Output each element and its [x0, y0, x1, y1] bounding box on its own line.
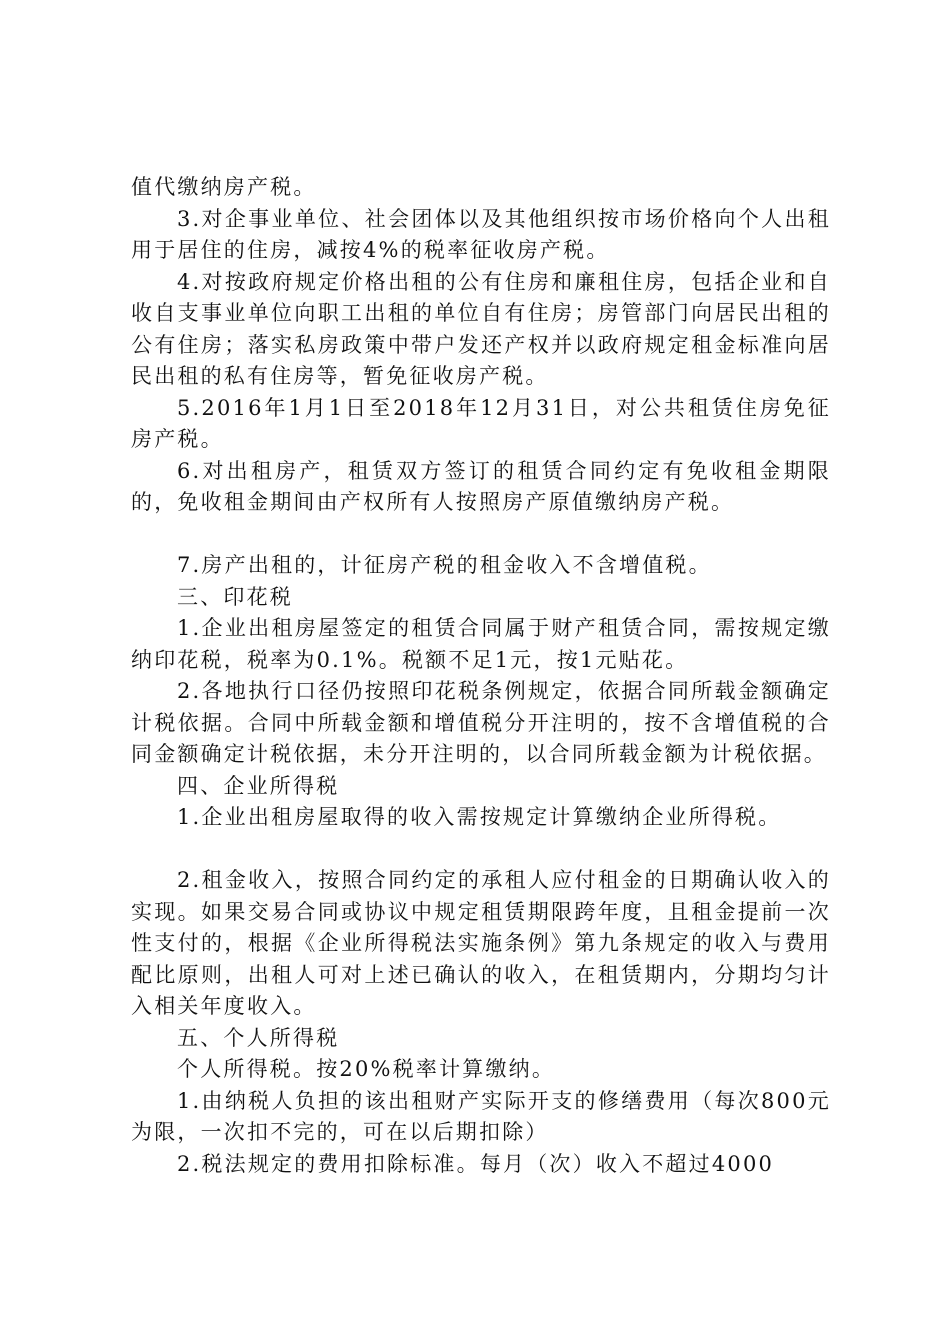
paragraph: 5.2016年1月1日至2018年12月31日，对公共租赁住房免征房产税。: [131, 395, 831, 451]
paragraph: 7.房产出租的，计征房产税的租金收入不含增值税。: [177, 553, 712, 577]
section-heading: 五、个人所得税: [177, 1025, 340, 1050]
paragraph: 2.各地执行口径仍按照印花税条例规定，依据合同所载金额确定计税依据。合同中所载金额和增值税分开注明的，按不含增值税的合同金额确定计税依据，未分开注明的，以合同所载金额为计税依据。: [131, 679, 831, 766]
paragraph: 4.对按政府规定价格出租的公有住房和廉租住房，包括企业和自收自支事业单位向职工出租的单位自有住房；房管部门向居民出租的公有住房；落实私房政策中带户发还产权并以政府规定租金标准向居民出租的私有住房等，暂免征收房产税。: [131, 269, 831, 388]
section-heading: 三、印花税: [177, 584, 293, 609]
paragraph: 1.企业出租房屋取得的收入需按规定计算缴纳企业所得税。: [177, 805, 782, 829]
document-body: [131, 172, 831, 1180]
paragraph: 2.租金收入，按照合同约定的承租人应付租金的日期确认收入的实现。如果交易合同或协议中规定租赁期限跨年度，且租金提前一次性支付的，根据《企业所得税法实施条例》第九条规定的收入与费用配比原则，出租人可对上述已确认的收入，在租赁期内，分期均匀计入相关年度收入。: [131, 868, 831, 1018]
section-heading: 四、企业所得税: [177, 773, 340, 798]
paragraph: 值代缴纳房产税。: [131, 175, 317, 199]
paragraph: 个人所得税。按20%税率计算缴纳。: [177, 1057, 556, 1081]
paragraph: 6.对出租房产，租赁双方签订的租赁合同约定有免收租金期限的，免收租金期间由产权所有人按照房产原值缴纳房产税。: [131, 458, 831, 514]
paragraph: 1.企业出租房屋签定的租赁合同属于财产租赁合同，需按规定缴纳印花税，税率为0.1%。税额不足1元，按1元贴花。: [131, 616, 831, 672]
paragraph: 3.对企事业单位、社会团体以及其他组织按市场价格向个人出租用于居住的住房，减按4%的税率征收房产税。: [131, 206, 831, 262]
paragraph: 1.由纳税人负担的该出租财产实际开支的修缮费用（每次800元为限，一次扣不完的，可在以后期扣除）: [131, 1088, 831, 1144]
paragraph: 2.税法规定的费用扣除标准。每月（次）收入不超过4000: [177, 1151, 775, 1176]
